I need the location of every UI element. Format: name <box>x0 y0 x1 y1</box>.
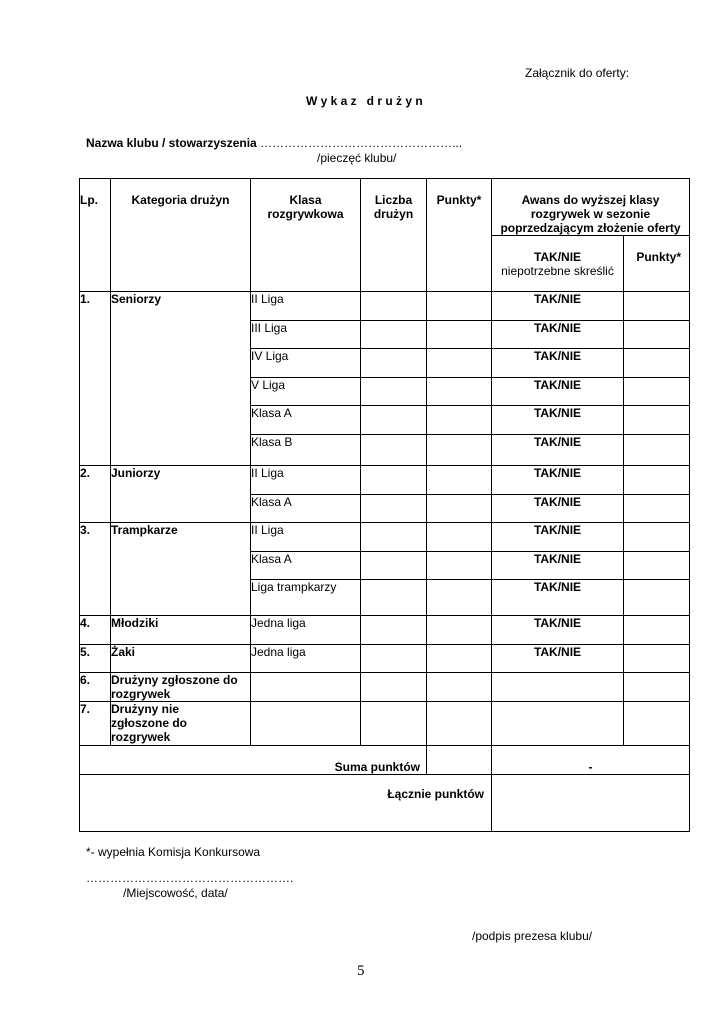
table-row <box>80 673 690 702</box>
row-promotion-points-cell[interactable] <box>624 702 690 746</box>
row-count-cell[interactable] <box>361 702 427 746</box>
header-count: Liczba drużyn <box>361 179 427 292</box>
row-promotion-points-cell[interactable] <box>624 349 690 378</box>
row-points-cell[interactable] <box>427 495 492 523</box>
row-class: II Liga <box>251 466 361 495</box>
row-count-cell[interactable] <box>361 378 427 406</box>
table-row <box>80 616 690 645</box>
row-count-cell[interactable] <box>361 616 427 645</box>
row-category: Juniorzy <box>111 466 251 523</box>
row-promotion-points-cell[interactable] <box>624 523 690 552</box>
sum-label: Suma punktów <box>80 746 427 775</box>
page-number: 5 <box>357 963 365 979</box>
row-promotion: TAK/NIE <box>492 378 624 406</box>
row-category: Młodziki <box>111 616 251 645</box>
row-lp: 5. <box>80 645 111 673</box>
table-row <box>80 702 690 746</box>
row-count-cell[interactable] <box>361 645 427 673</box>
row-lp: 6. <box>80 673 111 702</box>
total-row <box>80 775 690 832</box>
row-count-cell[interactable] <box>361 321 427 349</box>
row-class-cell[interactable] <box>251 702 361 746</box>
row-count-cell[interactable] <box>361 406 427 435</box>
row-promotion: TAK/NIE <box>492 466 624 495</box>
row-points-cell[interactable] <box>427 349 492 378</box>
row-lp: 1. <box>80 292 111 466</box>
place-date-dots: ……………………………………………. <box>86 871 294 885</box>
row-promotion-points-cell[interactable] <box>624 673 690 702</box>
row-promotion: TAK/NIE <box>492 552 624 580</box>
club-name-dots: …………………………………………... <box>260 136 463 150</box>
row-category: Seniorzy <box>111 292 251 466</box>
row-category: Drużyny zgłoszone do rozgrywek <box>111 673 251 702</box>
row-promotion: TAK/NIE <box>492 580 624 616</box>
sum-points-cell[interactable] <box>427 746 492 775</box>
row-category: Żaki <box>111 645 251 673</box>
annex-label: Załącznik do oferty: <box>525 66 630 80</box>
row-points-cell[interactable] <box>427 552 492 580</box>
row-class: Liga trampkarzy <box>251 580 361 616</box>
footnote: *- wypełnia Komisja Konkursowa <box>86 845 261 859</box>
row-class: Klasa B <box>251 435 361 466</box>
row-points-cell[interactable] <box>427 406 492 435</box>
row-class: Klasa A <box>251 406 361 435</box>
table-row <box>80 466 690 495</box>
row-class: Klasa A <box>251 495 361 523</box>
row-lp: 7. <box>80 702 111 746</box>
header-points: Punkty* <box>427 179 492 292</box>
row-promotion: TAK/NIE <box>492 349 624 378</box>
row-promotion-points-cell[interactable] <box>624 435 690 466</box>
row-promotion: TAK/NIE <box>492 523 624 552</box>
row-promotion-points-cell[interactable] <box>624 406 690 435</box>
header-promotion-points: Punkty* <box>624 236 690 292</box>
row-promotion-points-cell[interactable] <box>624 495 690 523</box>
row-count-cell[interactable] <box>361 349 427 378</box>
total-label: Łącznie punktów <box>80 775 492 832</box>
row-points-cell[interactable] <box>427 673 492 702</box>
header-row <box>80 179 690 236</box>
page-title: W y k a z d r u ż y n <box>306 94 423 108</box>
header-promotion: Awans do wyższej klasy rozgrywek w sezonie poprzedzającym złożenie oferty <box>492 179 690 236</box>
row-promotion-points-cell[interactable] <box>624 466 690 495</box>
row-promotion: TAK/NIE <box>492 435 624 466</box>
row-points-cell[interactable] <box>427 580 492 616</box>
sum-row <box>80 746 690 775</box>
club-name-label: Nazwa klubu / stowarzyszenia <box>86 136 257 150</box>
row-lp: 2. <box>80 466 111 523</box>
row-promotion-points-cell[interactable] <box>624 292 690 321</box>
row-points-cell[interactable] <box>427 435 492 466</box>
row-count-cell[interactable] <box>361 580 427 616</box>
row-points-cell[interactable] <box>427 523 492 552</box>
row-class: IV Liga <box>251 349 361 378</box>
row-promotion-points-cell[interactable] <box>624 580 690 616</box>
row-category: Trampkarze <box>111 523 251 616</box>
total-points-cell[interactable] <box>492 775 690 832</box>
row-class: V Liga <box>251 378 361 406</box>
row-promotion: TAK/NIE <box>492 321 624 349</box>
row-count-cell[interactable] <box>361 523 427 552</box>
table-row <box>80 292 690 321</box>
row-class: Klasa A <box>251 552 361 580</box>
row-promotion-points-cell[interactable] <box>624 552 690 580</box>
row-count-cell[interactable] <box>361 466 427 495</box>
row-count-cell[interactable] <box>361 495 427 523</box>
row-class: Jedna liga <box>251 645 361 673</box>
sum-dash: - <box>492 746 690 775</box>
row-promotion-points-cell[interactable] <box>624 378 690 406</box>
row-lp: 3. <box>80 523 111 616</box>
row-promotion-points-cell[interactable] <box>624 321 690 349</box>
row-class: II Liga <box>251 292 361 321</box>
row-points-cell[interactable] <box>427 616 492 645</box>
header-class: Klasa rozgrywkowa <box>251 179 361 292</box>
signature-label: /podpis prezesa klubu/ <box>472 929 593 943</box>
row-promotion-points-cell[interactable] <box>624 616 690 645</box>
club-name-line <box>86 136 462 150</box>
row-promotion: TAK/NIE <box>492 406 624 435</box>
row-points-cell[interactable] <box>427 702 492 746</box>
row-count-cell[interactable] <box>361 673 427 702</box>
header-yesno: TAK/NIE niepotrzebne skreślić <box>492 236 624 292</box>
header-category: Kategoria drużyn <box>111 179 251 292</box>
row-points-cell[interactable] <box>427 321 492 349</box>
row-lp: 4. <box>80 616 111 645</box>
row-count-cell[interactable] <box>361 292 427 321</box>
row-promotion: TAK/NIE <box>492 495 624 523</box>
row-promotion-points-cell[interactable] <box>624 645 690 673</box>
stamp-label: /pieczęć klubu/ <box>317 151 397 165</box>
row-count-cell[interactable] <box>361 435 427 466</box>
row-promotion-cell[interactable] <box>492 673 624 702</box>
row-promotion: TAK/NIE <box>492 616 624 645</box>
row-points-cell[interactable] <box>427 292 492 321</box>
row-category: Drużyny nie zgłoszone do rozgrywek <box>111 702 251 746</box>
row-points-cell[interactable] <box>427 466 492 495</box>
row-promotion: TAK/NIE <box>492 292 624 321</box>
row-promotion: TAK/NIE <box>492 645 624 673</box>
row-class: II Liga <box>251 523 361 552</box>
row-class-cell[interactable] <box>251 673 361 702</box>
place-date-label: /Miejscowość, data/ <box>123 886 228 900</box>
teams-table <box>79 178 690 832</box>
table-row <box>80 645 690 673</box>
row-promotion-cell[interactable] <box>492 702 624 746</box>
table-row <box>80 523 690 552</box>
row-class: III Liga <box>251 321 361 349</box>
row-points-cell[interactable] <box>427 378 492 406</box>
row-class: Jedna liga <box>251 616 361 645</box>
row-count-cell[interactable] <box>361 552 427 580</box>
row-points-cell[interactable] <box>427 645 492 673</box>
header-lp: Lp. <box>80 179 111 292</box>
